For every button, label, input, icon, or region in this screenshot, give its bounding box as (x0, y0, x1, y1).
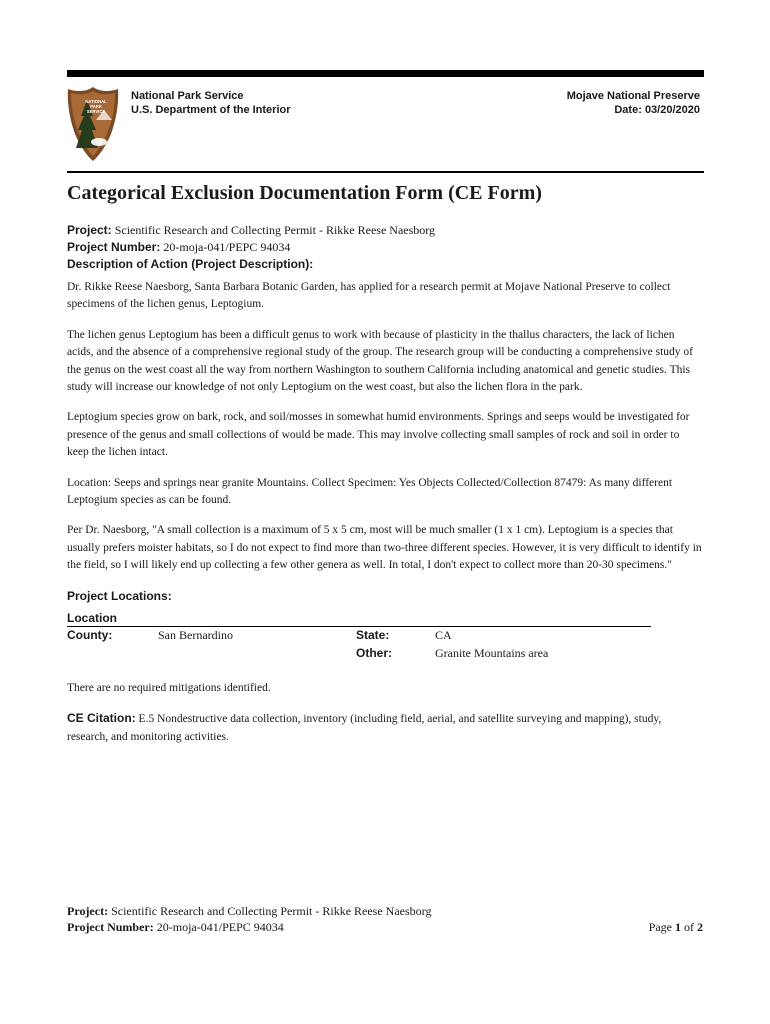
logo-text-line3: SERVICE (86, 109, 106, 114)
page-title: Categorical Exclusion Documentation Form (CE Form) (67, 182, 542, 204)
agency-name: National Park Service (131, 90, 244, 102)
park-info-block (567, 89, 700, 117)
header-bottom-rule (67, 171, 704, 173)
description-label: Description of Action (Project Description): (67, 257, 314, 271)
header-top-rule (67, 70, 704, 77)
footer-project-value: Scientific Research and Collecting Permit - Rikke Reese Naesborg (111, 904, 432, 918)
location-table-heading: Location (67, 610, 117, 625)
footer-number-line (67, 919, 703, 935)
form-body (67, 222, 703, 746)
project-line (67, 222, 703, 239)
page-word: Page (648, 920, 672, 934)
description-paragraphs (67, 279, 703, 575)
project-label: Project: (67, 223, 112, 237)
page-total: 2 (697, 920, 703, 934)
footer-number-label: Project Number: (67, 920, 154, 934)
project-locations-heading: Project Locations: (67, 588, 172, 603)
ce-citation-text: E.5 Nondestructive data collection, inventory (including field, aerial, and satellite surveying and mapping), study, research, and monitoring activities. (67, 713, 662, 743)
description-paragraph: Per Dr. Naesborg, "A small collection is a maximum of 5 x 5 cm, most will be much smaller (1 x 1 cm). Leptogium is a species that usually prefers moister habitats, so I do not expect to find more than two-three different species. However, it is very difficult to identify in the field, so I will likely end up collecting a few other genera as well. In total, I don't expect to collect more than 20-30 specimens." (67, 524, 702, 572)
page-footer (67, 903, 703, 935)
description-paragraph: Location: Seeps and springs near granite Mountains. Collect Specimen: Yes Objects Collected/Collection 87479: As many different Leptogium species as can be found. (67, 476, 673, 507)
nps-arrowhead-logo (66, 86, 120, 162)
page-number (649, 919, 703, 935)
state-value: CA (435, 627, 452, 642)
other-label: Other: (356, 645, 392, 660)
agency-block (131, 89, 291, 117)
ce-citation (67, 710, 703, 746)
project-value: Scientific Research and Collecting Permit - Rikke Reese Naesborg (114, 223, 436, 237)
description-paragraph: Leptogium species grow on bark, rock, and soil/mosses in somewhat humid environments. Springs and seeps would be investigated for presence of the genus and small collections of would be made. This may involve collecting small samples of rock and soil in order to keep the lichen intact. (67, 411, 690, 459)
description-paragraph: Dr. Rikke Reese Naesborg, Santa Barbara Botanic Garden, has applied for a research permit at Mojave National Preserve to collect specimens of the lichen genus, Leptogium. (67, 281, 671, 311)
ce-citation-label: CE Citation: (67, 711, 136, 726)
project-number-label: Project Number: (67, 240, 161, 254)
date-label: Date: (614, 104, 642, 116)
location-table (67, 626, 651, 668)
page-of: of (684, 920, 694, 934)
footer-project-label: Project: (67, 904, 109, 918)
page-current: 1 (675, 920, 681, 934)
footer-project-line (67, 903, 703, 919)
county-value: San Bernardino (158, 627, 233, 642)
project-number-line (67, 239, 703, 256)
form-date (567, 103, 700, 117)
other-value: Granite Mountains area (435, 645, 549, 660)
date-value: 03/20/2020 (644, 104, 700, 116)
county-label: County: (67, 627, 113, 642)
description-heading (67, 256, 703, 273)
state-label: State: (356, 627, 390, 642)
description-paragraph: The lichen genus Leptogium has been a difficult genus to work with because of plasticity in the thallus characters, the lack of lichen acids, and the absence of a comprehensive regional study of the group. The research group will be conducting a comprehensive study of the genus on the west coast all the way from northern Washington to southern California including anatomical and genetic studies. This study will increase our knowledge of not only Leptogium on the west coast, but also the lichen flora in the park. (67, 328, 694, 394)
mitigations-text: There are no required mitigations identified. (67, 681, 271, 694)
logo-text-line2: PARK (90, 104, 102, 109)
department-name: U.S. Department of the Interior (131, 104, 291, 116)
park-name: Mojave National Preserve (566, 90, 700, 102)
project-number-value: 20-moja-041/PEPC 94034 (163, 240, 291, 254)
logo-text-line1: NATIONAL (85, 99, 107, 104)
footer-number-value: 20-moja-041/PEPC 94034 (156, 920, 284, 934)
